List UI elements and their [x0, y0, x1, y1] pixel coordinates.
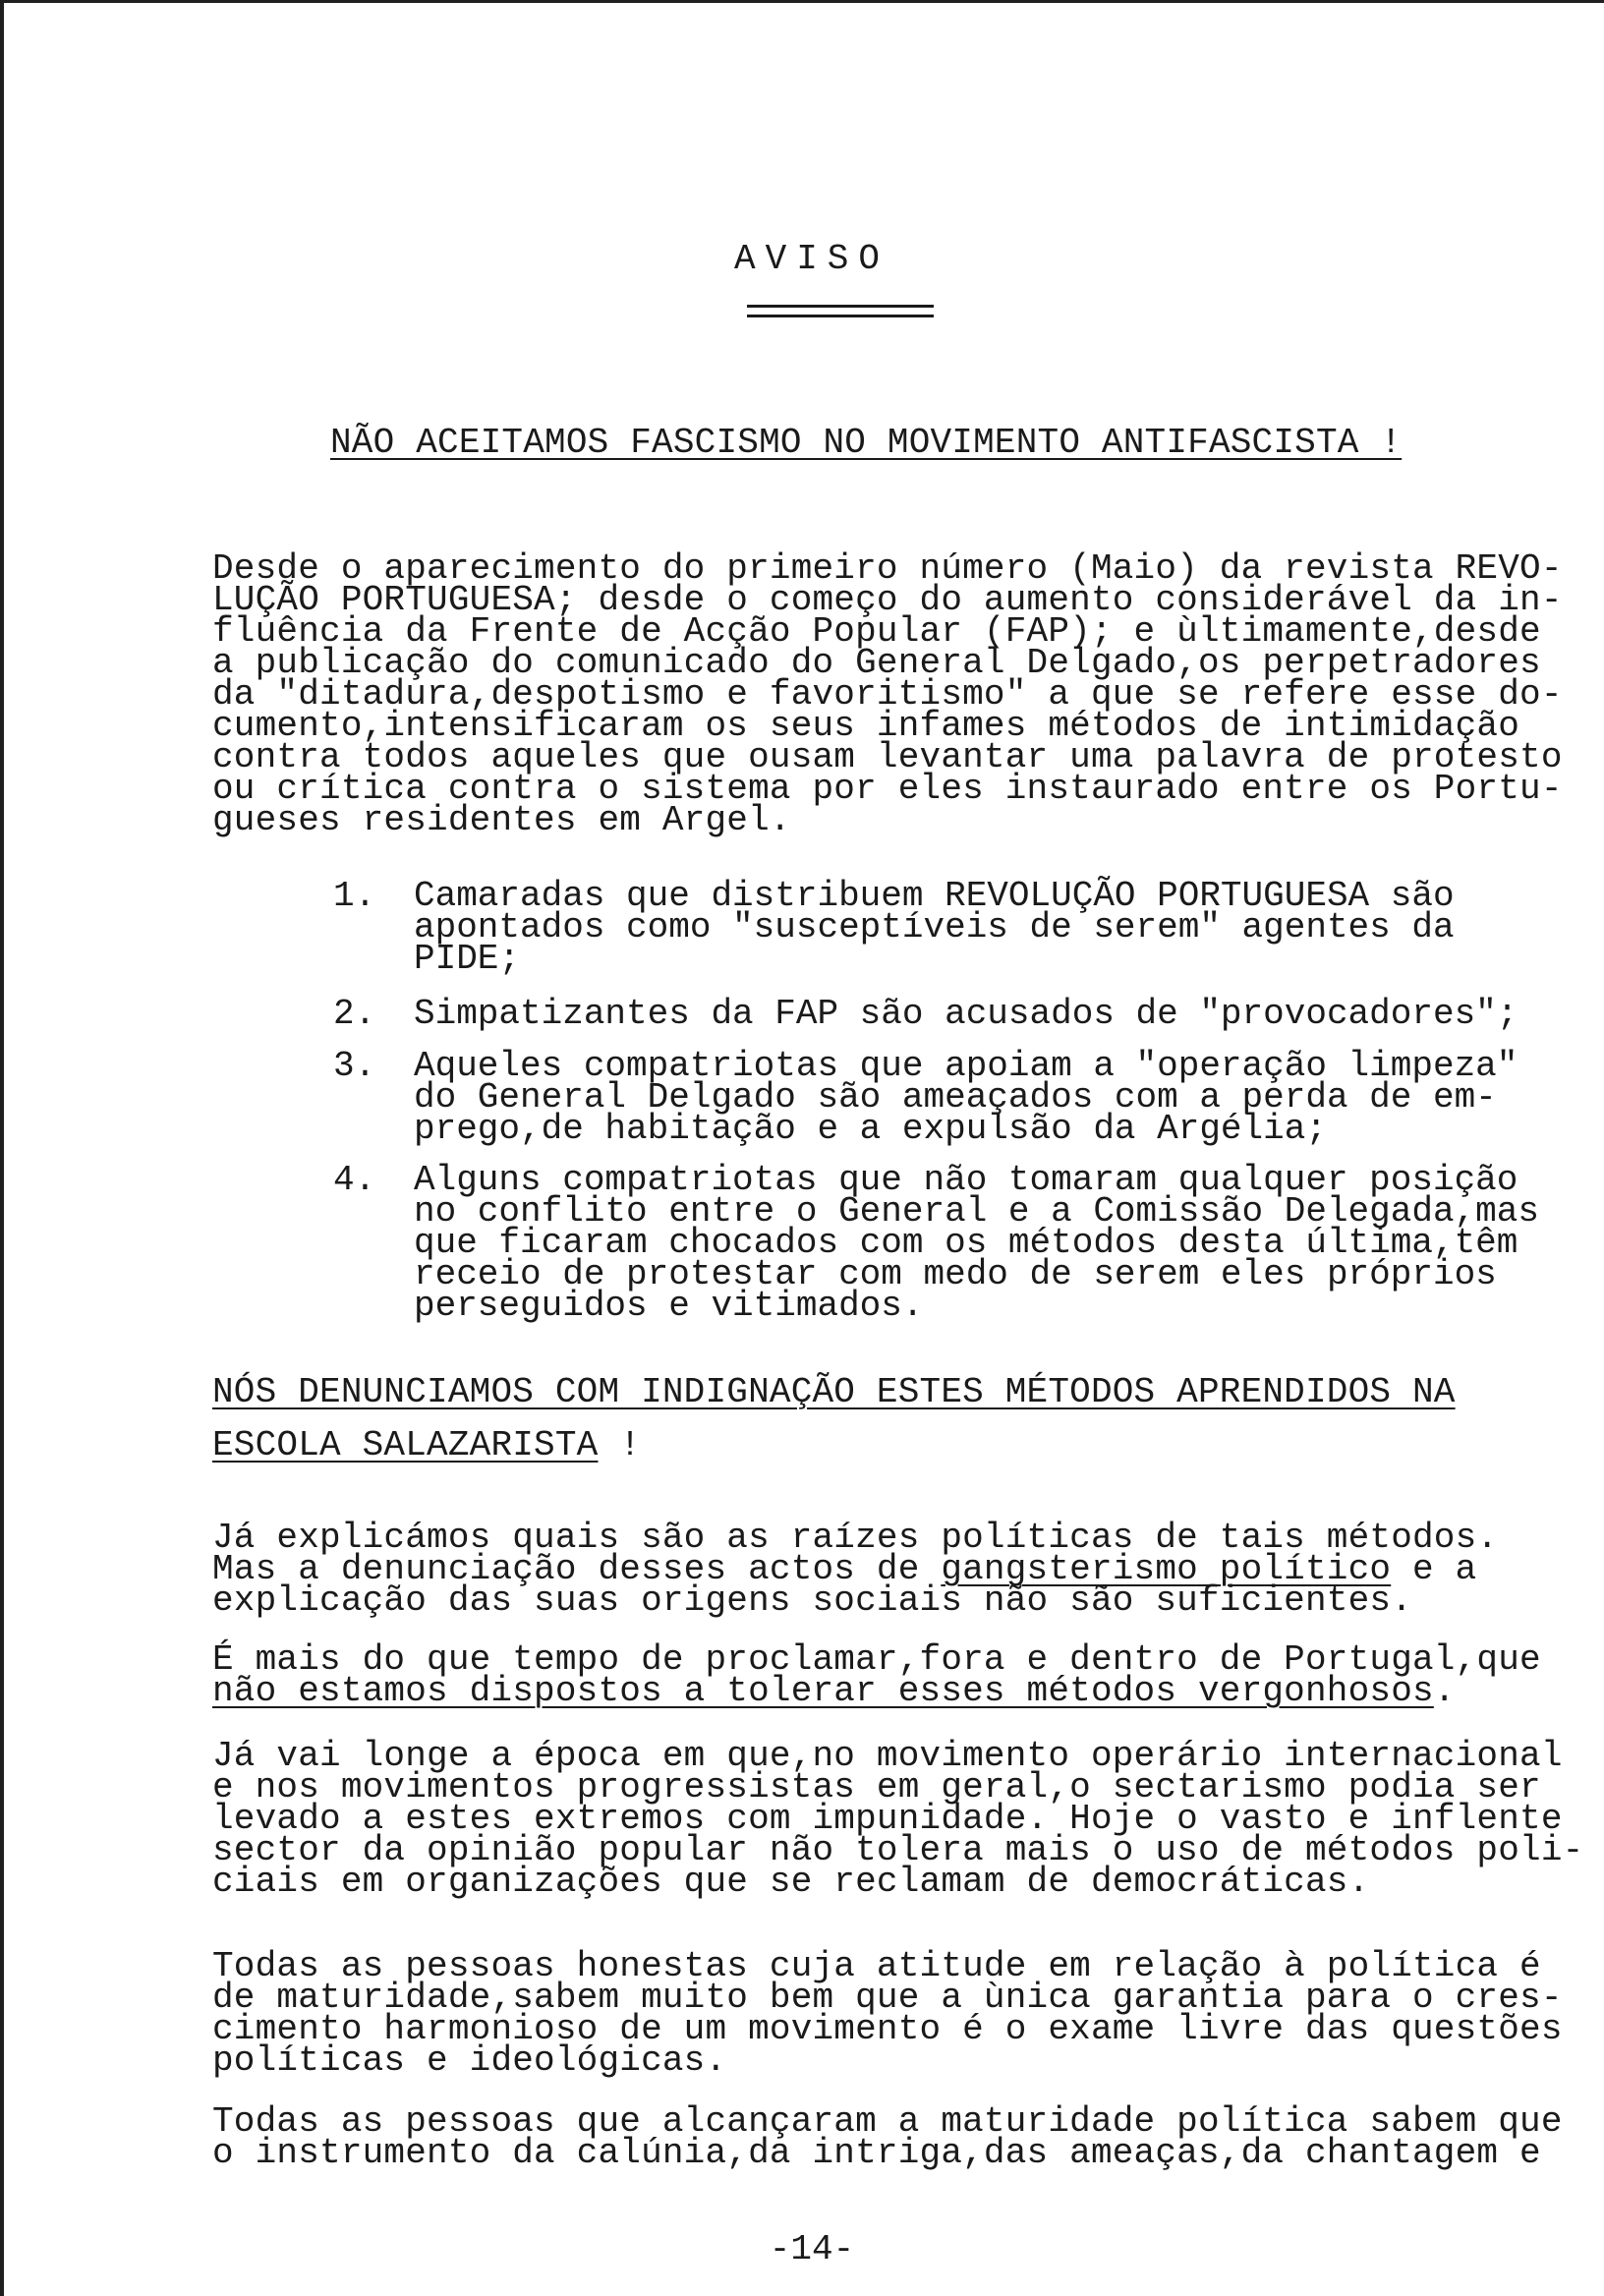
list-item-line: Aqueles compatriotas que apoiam a "operação limpeza" — [414, 1046, 1518, 1086]
list-item-line: PIDE; — [414, 939, 521, 979]
intro-line: gueses residentes em Argel. — [212, 800, 791, 840]
denounce-end: ! — [598, 1425, 642, 1465]
intro-line: da "ditadura,despotismo e favoritismo" a que se refere esse do- — [212, 674, 1563, 715]
paragraph-line — [212, 1671, 1456, 1711]
list-item-line: do General Delgado são ameaçados com a perda de em- — [414, 1077, 1497, 1118]
list-item-line: Simpatizantes da FAP são acusados de "provocadores"; — [414, 994, 1518, 1034]
paragraph-line: levado a estes extremos com impunidade. Hoje o vasto e inflente — [212, 1799, 1563, 1839]
list-item-line: receio de protestar com medo de serem eles próprios — [414, 1254, 1497, 1294]
paragraph-line: políticas e ideológicas. — [212, 2040, 727, 2081]
paragraph-line: de maturidade,sabem muito bem que a ùnica garantia para o cres- — [212, 1978, 1563, 2018]
list-number: 3. — [333, 1046, 376, 1086]
paragraph-line: explicação das suas origens sociais não são suficientes. — [212, 1580, 1412, 1621]
underlined-phrase: não estamos dispostos a tolerar esses métodos vergonhosos — [212, 1671, 1434, 1711]
denounce-line — [212, 1425, 642, 1465]
list-item-line: Camaradas que distribuem REVOLUÇÃO PORTUGUESA são — [414, 876, 1455, 916]
intro-line: a publicação do comunicado do General Delgado,os perpetradores — [212, 643, 1541, 683]
list-item-line: Alguns compatriotas que não tomaram qualquer posição — [414, 1160, 1518, 1200]
list-item-line: prego,de habitação e a expulsão da Argélia; — [414, 1109, 1327, 1149]
section-heading: NÃO ACEITAMOS FASCISMO NO MOVIMENTO ANTIFASCISTA ! — [330, 423, 1403, 463]
paragraph-line: cimento harmonioso de um movimento é o exame livre das questões — [212, 2009, 1563, 2049]
paragraph-line: Já explicámos quais são as raízes políticas de tais métodos. — [212, 1518, 1499, 1558]
paragraph-line: É mais do que tempo de proclamar,fora e dentro de Portugal,que — [212, 1639, 1541, 1680]
list-number: 4. — [333, 1160, 376, 1200]
paragraph-line: ciais em organizações que se reclamam de democráticas. — [212, 1862, 1370, 1902]
text-span: . — [1433, 1671, 1456, 1711]
intro-line: contra todos aqueles que ousam levantar uma palavra de protesto — [212, 737, 1563, 777]
intro-line: LUÇÃO PORTUGUESA; desde o começo do aumento considerável da in- — [212, 580, 1563, 620]
title-double-underline — [747, 305, 934, 317]
paragraph-line: o instrumento da calúnia,da intriga,das ameaças,da chantagem e — [212, 2133, 1541, 2173]
underlined-phrase: gangsterismo político — [941, 1549, 1392, 1589]
denounce-underlined: ESCOLA SALAZARISTA — [212, 1425, 599, 1465]
document-title: AVISO — [733, 239, 890, 279]
list-number: 1. — [333, 876, 376, 916]
paragraph-line: Todas as pessoas honestas cuja atitude em relação à política é — [212, 1946, 1541, 1986]
list-item-line: perseguidos e vitimados. — [414, 1286, 924, 1326]
list-item-line: apontados como "susceptíveis de serem" agentes da — [414, 907, 1455, 947]
paragraph-line: Já vai longe a época em que,no movimento operário internacional — [212, 1736, 1563, 1776]
list-number: 2. — [333, 994, 376, 1034]
paragraph-line: Todas as pessoas que alcançaram a maturidade política sabem que — [212, 2101, 1563, 2142]
list-item-line: no conflito entre o General e a Comissão Delegada,mas — [414, 1191, 1539, 1232]
intro-line: fluência da Frente de Acção Popular (FAP); e ùltimamente,desde — [212, 611, 1541, 652]
text-span: Mas a denunciação desses actos de — [212, 1549, 942, 1589]
paragraph-line: e nos movimentos progressistas em geral,o sectarismo podia ser — [212, 1767, 1541, 1808]
denounce-line: NÓS DENUNCIAMOS COM INDIGNAÇÃO ESTES MÉTODOS APRENDIDOS NA — [212, 1372, 1456, 1412]
page-number: -14- — [769, 2229, 855, 2269]
intro-line: ou crítica contra o sistema por eles instaurado entre os Portu- — [212, 769, 1563, 809]
intro-line: cumento,intensificaram os seus infames métodos de intimidação — [212, 706, 1520, 746]
text-span: e a — [1391, 1549, 1477, 1589]
intro-line: Desde o aparecimento do primeiro número (Maio) da revista REVO- — [212, 548, 1563, 589]
list-item-line: que ficaram chocados com os métodos desta última,têm — [414, 1223, 1518, 1263]
paragraph-line: sector da opinião popular não tolera mais o uso de métodos poli- — [212, 1830, 1584, 1870]
